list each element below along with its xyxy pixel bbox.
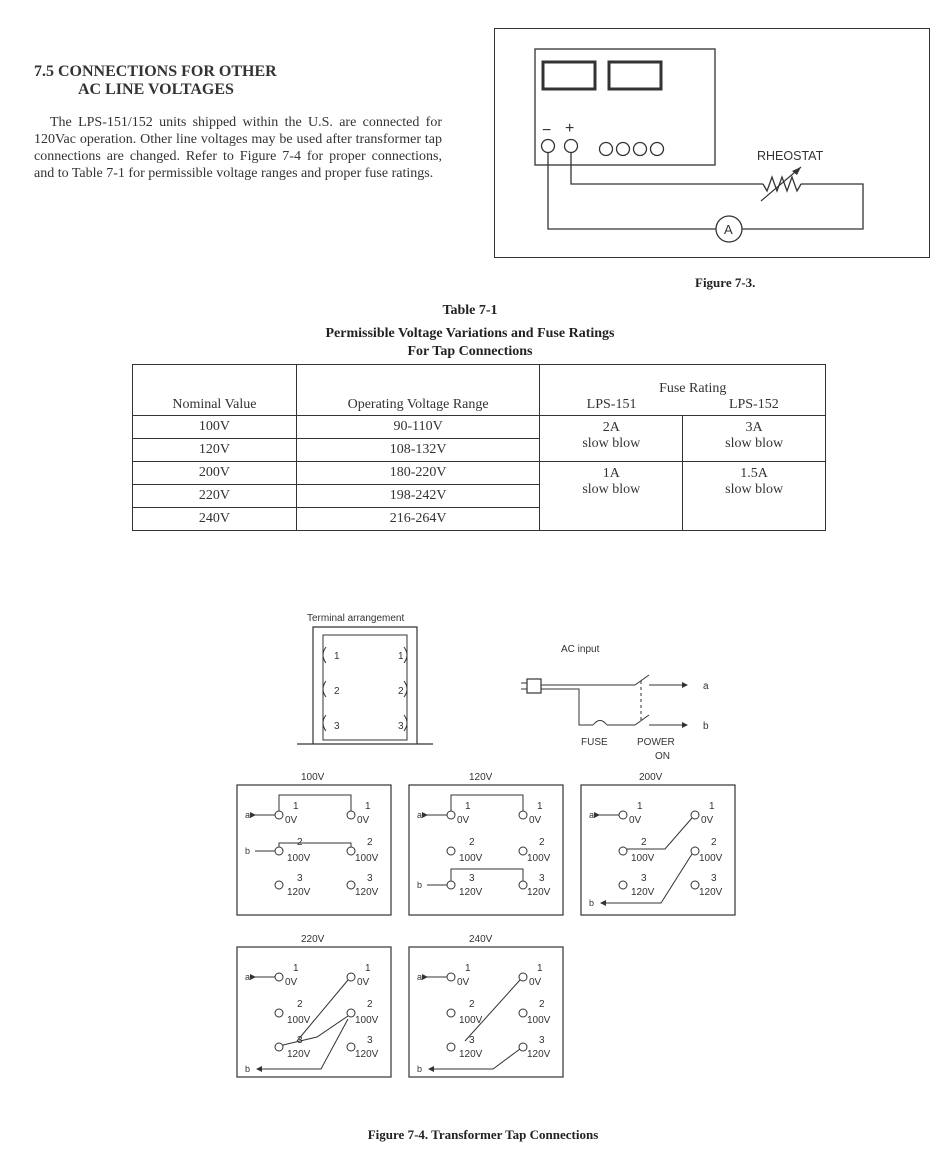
svg-text:3: 3 — [367, 1035, 373, 1046]
knob-3 — [634, 143, 647, 156]
svg-text:2: 2 — [469, 999, 475, 1010]
svg-text:100V: 100V — [699, 853, 723, 864]
minus-label: − — [542, 122, 552, 139]
power-supply-outline — [535, 49, 715, 165]
heading-line-1: 7.5 CONNECTIONS FOR OTHER — [34, 63, 277, 80]
table-row — [133, 416, 826, 439]
header-lps-152: LPS-152 — [728, 397, 779, 412]
table-header-row — [133, 365, 826, 416]
cell-range: 180-220V — [296, 462, 540, 485]
svg-text:0V: 0V — [529, 977, 542, 988]
svg-text:b: b — [589, 898, 595, 908]
svg-text:120V: 120V — [355, 1049, 379, 1060]
ac-input-label: AC input — [561, 644, 600, 655]
tap-box-200v — [581, 785, 735, 915]
svg-text:3: 3 — [334, 721, 340, 732]
terminal-plus — [565, 140, 578, 153]
header-fuse-label: Fuse Rating — [659, 381, 727, 396]
tap-box-120v — [409, 785, 563, 915]
cell-fuse-151-high — [540, 462, 683, 531]
svg-text:100V: 100V — [527, 1015, 551, 1026]
table-subtitle-2: For Tap Connections — [407, 344, 533, 359]
fuse-type: slow blow — [582, 436, 641, 451]
cell-range: 90-110V — [296, 416, 540, 439]
svg-text:100V: 100V — [631, 853, 655, 864]
svg-text:2: 2 — [297, 999, 303, 1010]
cell-fuse-151-low — [540, 416, 683, 462]
svg-text:120V: 120V — [459, 887, 483, 898]
svg-text:2: 2 — [398, 686, 404, 697]
svg-text:3: 3 — [398, 721, 404, 732]
svg-text:1: 1 — [537, 963, 543, 974]
table-subtitle-1: Permissible Voltage Variations and Fuse Ratings — [325, 326, 615, 341]
svg-text:2: 2 — [711, 837, 717, 848]
svg-text:0V: 0V — [357, 815, 370, 826]
svg-text:120V: 120V — [287, 1049, 311, 1060]
svg-text:1: 1 — [398, 651, 404, 662]
svg-text:3: 3 — [297, 873, 303, 884]
svg-text:1: 1 — [293, 963, 299, 974]
header-lps-151: LPS-151 — [586, 397, 637, 412]
terminal-minus — [542, 140, 555, 153]
heading-line-2: AC LINE VOLTAGES — [78, 81, 234, 98]
fuse-label: FUSE — [581, 737, 608, 748]
svg-text:240V: 240V — [469, 934, 493, 945]
cell-range: 198-242V — [296, 485, 540, 508]
svg-text:a: a — [245, 810, 251, 820]
table-title: Table 7-1 — [442, 303, 498, 318]
tap-box-240v — [409, 947, 563, 1077]
svg-text:3: 3 — [711, 873, 717, 884]
header-fuse-rating — [540, 365, 826, 416]
svg-text:100V: 100V — [287, 853, 311, 864]
fuse-value: 1.5A — [740, 466, 768, 481]
cell-nominal: 200V — [133, 462, 297, 485]
header-nominal: Nominal Value — [133, 365, 297, 416]
svg-text:0V: 0V — [701, 815, 714, 826]
terminal-arrangement-title: Terminal arrangement — [307, 613, 405, 624]
svg-text:b: b — [417, 1064, 423, 1074]
svg-text:2: 2 — [367, 837, 373, 848]
svg-text:2: 2 — [367, 999, 373, 1010]
svg-text:200V: 200V — [639, 772, 663, 783]
svg-text:3: 3 — [539, 873, 545, 884]
ammeter-label: A — [724, 222, 733, 237]
figure-7-3-caption: Figure 7-3. — [695, 275, 756, 290]
cell-range: 216-264V — [296, 508, 540, 531]
plus-wire — [571, 153, 763, 184]
svg-text:100V: 100V — [459, 853, 483, 864]
svg-text:1: 1 — [365, 963, 371, 974]
cell-fuse-152-low — [683, 416, 826, 462]
svg-text:0V: 0V — [457, 977, 470, 988]
svg-text:a: a — [589, 810, 595, 820]
tap-box-220v — [237, 947, 391, 1077]
svg-text:3: 3 — [469, 873, 475, 884]
svg-text:1: 1 — [465, 801, 471, 812]
svg-text:0V: 0V — [285, 815, 298, 826]
svg-text:120V: 120V — [699, 887, 723, 898]
svg-text:1: 1 — [334, 651, 340, 662]
svg-text:0V: 0V — [357, 977, 370, 988]
svg-text:120V: 120V — [527, 887, 551, 898]
svg-text:3: 3 — [367, 873, 373, 884]
fuse-value: 2A — [602, 420, 620, 435]
cell-range: 108-132V — [296, 439, 540, 462]
svg-text:120V: 120V — [287, 887, 311, 898]
svg-text:1: 1 — [537, 801, 543, 812]
svg-text:a: a — [703, 681, 709, 692]
knob-4 — [651, 143, 664, 156]
power-label: POWER — [637, 737, 675, 748]
header-range: Operating Voltage Range — [296, 365, 540, 416]
display-left — [543, 62, 595, 89]
fuse-type: slow blow — [725, 482, 784, 497]
svg-text:2: 2 — [297, 837, 303, 848]
svg-text:a: a — [417, 972, 423, 982]
figure-7-4-svg — [225, 605, 745, 1085]
table-caption — [0, 302, 940, 361]
svg-text:2: 2 — [641, 837, 647, 848]
cell-nominal: 100V — [133, 416, 297, 439]
svg-text:100V: 100V — [355, 853, 379, 864]
fuse-type: slow blow — [725, 436, 784, 451]
fuse-type: slow blow — [582, 482, 641, 497]
terminal-arrangement — [297, 627, 433, 744]
svg-text:120V: 120V — [469, 772, 493, 783]
svg-text:120V: 120V — [527, 1049, 551, 1060]
svg-text:0V: 0V — [457, 815, 470, 826]
svg-text:100V: 100V — [355, 1015, 379, 1026]
figure-7-4-diagram — [225, 605, 745, 1085]
on-label: ON — [655, 751, 670, 762]
fuse-value: 1A — [602, 466, 620, 481]
cell-nominal: 120V — [133, 439, 297, 462]
svg-text:b: b — [245, 1064, 251, 1074]
fuse-value: 3A — [745, 420, 763, 435]
svg-text:120V: 120V — [631, 887, 655, 898]
svg-text:0V: 0V — [529, 815, 542, 826]
svg-text:0V: 0V — [285, 977, 298, 988]
svg-text:1: 1 — [637, 801, 643, 812]
svg-text:a: a — [417, 810, 423, 820]
svg-text:b: b — [245, 846, 251, 856]
knob-1 — [600, 143, 613, 156]
fuse-rating-table — [132, 364, 826, 531]
cell-nominal: 220V — [133, 485, 297, 508]
cell-fuse-152-high — [683, 462, 826, 531]
svg-text:2: 2 — [334, 686, 340, 697]
fuse-icon — [593, 721, 607, 726]
svg-text:3: 3 — [539, 1035, 545, 1046]
rheostat-resistor — [763, 177, 801, 191]
svg-text:0V: 0V — [629, 815, 642, 826]
svg-text:100V: 100V — [459, 1015, 483, 1026]
tap-box-100v — [237, 785, 391, 915]
svg-text:a: a — [245, 972, 251, 982]
svg-text:100V: 100V — [287, 1015, 311, 1026]
svg-text:100V: 100V — [527, 853, 551, 864]
svg-text:1: 1 — [365, 801, 371, 812]
knob-2 — [617, 143, 630, 156]
svg-text:3: 3 — [641, 873, 647, 884]
plug-icon — [527, 679, 541, 693]
table-row — [133, 462, 826, 485]
figure-7-3-diagram — [494, 28, 930, 258]
svg-text:2: 2 — [539, 999, 545, 1010]
svg-text:1: 1 — [293, 801, 299, 812]
svg-text:3: 3 — [469, 1035, 475, 1046]
svg-text:1: 1 — [709, 801, 715, 812]
display-right — [609, 62, 661, 89]
ac-input-schematic — [521, 644, 709, 762]
return-wire — [742, 184, 863, 229]
svg-text:220V: 220V — [301, 934, 325, 945]
svg-text:2: 2 — [539, 837, 545, 848]
svg-text:2: 2 — [469, 837, 475, 848]
plus-label: + — [565, 120, 575, 137]
svg-text:b: b — [417, 880, 423, 890]
svg-text:120V: 120V — [459, 1049, 483, 1060]
cell-nominal: 240V — [133, 508, 297, 531]
rheostat-label: RHEOSTAT — [757, 149, 824, 163]
svg-text:100V: 100V — [301, 772, 325, 783]
section-heading — [34, 63, 277, 99]
figure-7-4-caption: Figure 7-4. Transformer Tap Connections — [367, 1127, 599, 1142]
svg-text:3: 3 — [297, 1035, 303, 1046]
svg-text:120V: 120V — [355, 887, 379, 898]
svg-text:1: 1 — [465, 963, 471, 974]
section-body-text: The LPS-151/152 units shipped within the U.S. are connected for 120Vac operation. Other line voltages may be used after transformer tap connections are changed. Refer to Figure 7-4 for proper connections, and to Table 7-1 for permissible voltage ranges and proper fuse ratings. — [34, 115, 442, 181]
svg-text:b: b — [703, 721, 709, 732]
figure-7-3-svg — [495, 29, 931, 259]
